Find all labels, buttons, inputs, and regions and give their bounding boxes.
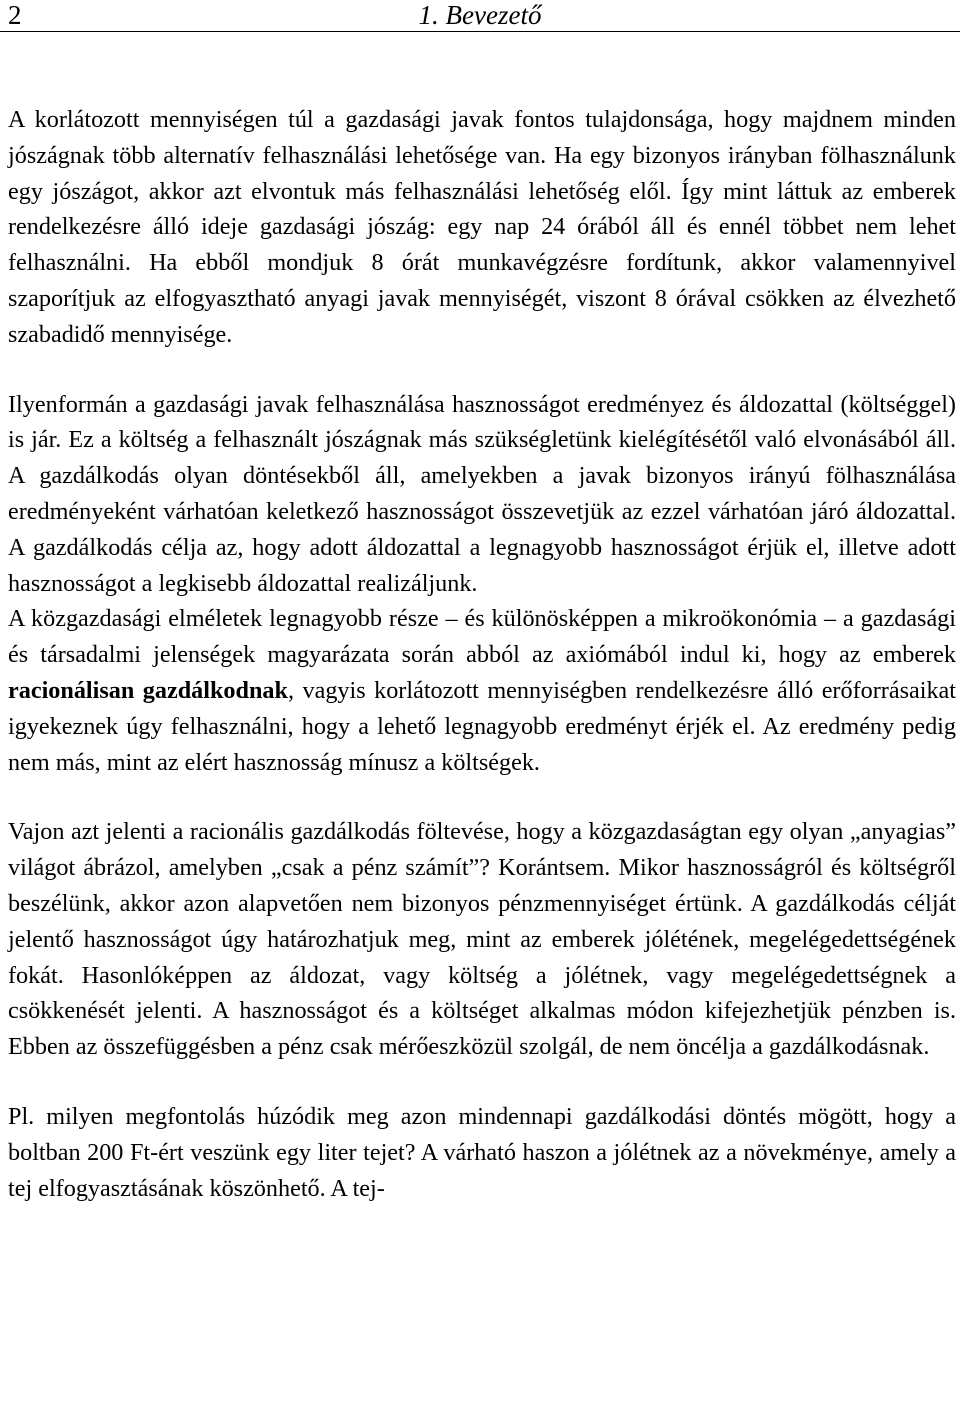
paragraph-3 (8, 601, 956, 780)
paragraph-3-text-start: A közgazdasági elméletek legnagyobb része – és különösképpen a mikroökonómia – a gazdasági és társadalmi jelenségek magyarázata során abból az axiómából indul ki, hogy az emberek (8, 605, 956, 669)
paragraph-2: Ilyenformán a gazdasági javak felhasználása hasznosságot eredményez és áldozattal (költséggel) is jár. Ez a költség a felhasznált jószágnak más szükségletünk kielégítésétől való elvonásából áll. A gazdálkodás olyan döntésekből áll, amelyekben a javak bizonyos irányú fölhasználása eredményeként várhatóan keletkező hasznosságot összevetjük az ezzel várhatóan járó áldozattal. A gazdálkodás célja az, hogy adott áldozattal a legnagyobb hasznosságot érjük el, illetve adott hasznosságot a legkisebb áldozattal realizáljunk. (8, 390, 956, 597)
paragraph-1: A korlátozott mennyiségen túl a gazdasági javak fontos tulajdonsága, hogy majdnem minden jószágnak több alternatív felhasználási lehetősége van. Ha egy bizonyos irányban fölhasználunk egy jószágot, akkor azt elvontuk más felhasználási lehetőség elől. Így mint láttuk az emberek rendelkezésre álló ideje gazdasági jószág: egy nap 24 órából áll és ennél többet nem lehet felhasználni. Ha ebből mondjuk 8 órát munkavégzésre fordítunk, akkor valamennyivel szaporítjuk az elfogyasztható anyagi javak mennyiségét, viszont 8 órával csökken az élvezhető szabadidő mennyisége. (8, 106, 956, 348)
page-number: 2 (8, 0, 22, 30)
paragraph-5: Pl. milyen megfontolás húzódik meg azon mindennapi gazdálkodási döntés mögött, hogy a boltban 200 Ft-ért veszünk egy liter tejet? A várható haszon a jólétnek az a növekménye, amely a tej elfogyasztásának köszönhető. A tej- (8, 1102, 956, 1202)
bold-term: racionálisan gazdálkodnak (8, 676, 288, 704)
page-header (0, 0, 960, 34)
running-title: 1. Bevezető (418, 0, 542, 30)
body-text (8, 102, 956, 1206)
paragraph-3-text-end: , vagyis korlátozott mennyiségben rendelkezésre álló erőforrásaikat igyekeznek úgy felhasználni, hogy a lehető legnagyobb eredményt érjék el. Az eredmény pedig nem más, mint az elért hasznosság mínusz a költségek. (8, 676, 956, 776)
paragraph-4: Vajon azt jelenti a racionális gazdálkodás föltevése, hogy a közgazdaságtan egy olyan „anyagias” világot ábrázol, amelyben „csak a pénz számít”? Korántsem. Mikor hasznosságról és költségről beszélünk, akkor azon alapvetően nem bizonyos pénzmennyiséget értünk. A gazdálkodás célját jelentő hasznosságot úgy határozhatjuk meg, mint az emberek jólétének, megelégedettségének fokát. Hasonlóképpen az áldozat, vagy költség a jólétnek, vagy megelégedettségnek a csökkenését jelenti. A hasznosságot és a költséget alkalmas módon kifejezhetjük pénzben is. Ebben az összefüggésben a pénz csak mérőeszközül szolgál, de nem öncélja a gazdálkodásnak. (8, 818, 956, 1061)
header-rule (0, 31, 960, 32)
